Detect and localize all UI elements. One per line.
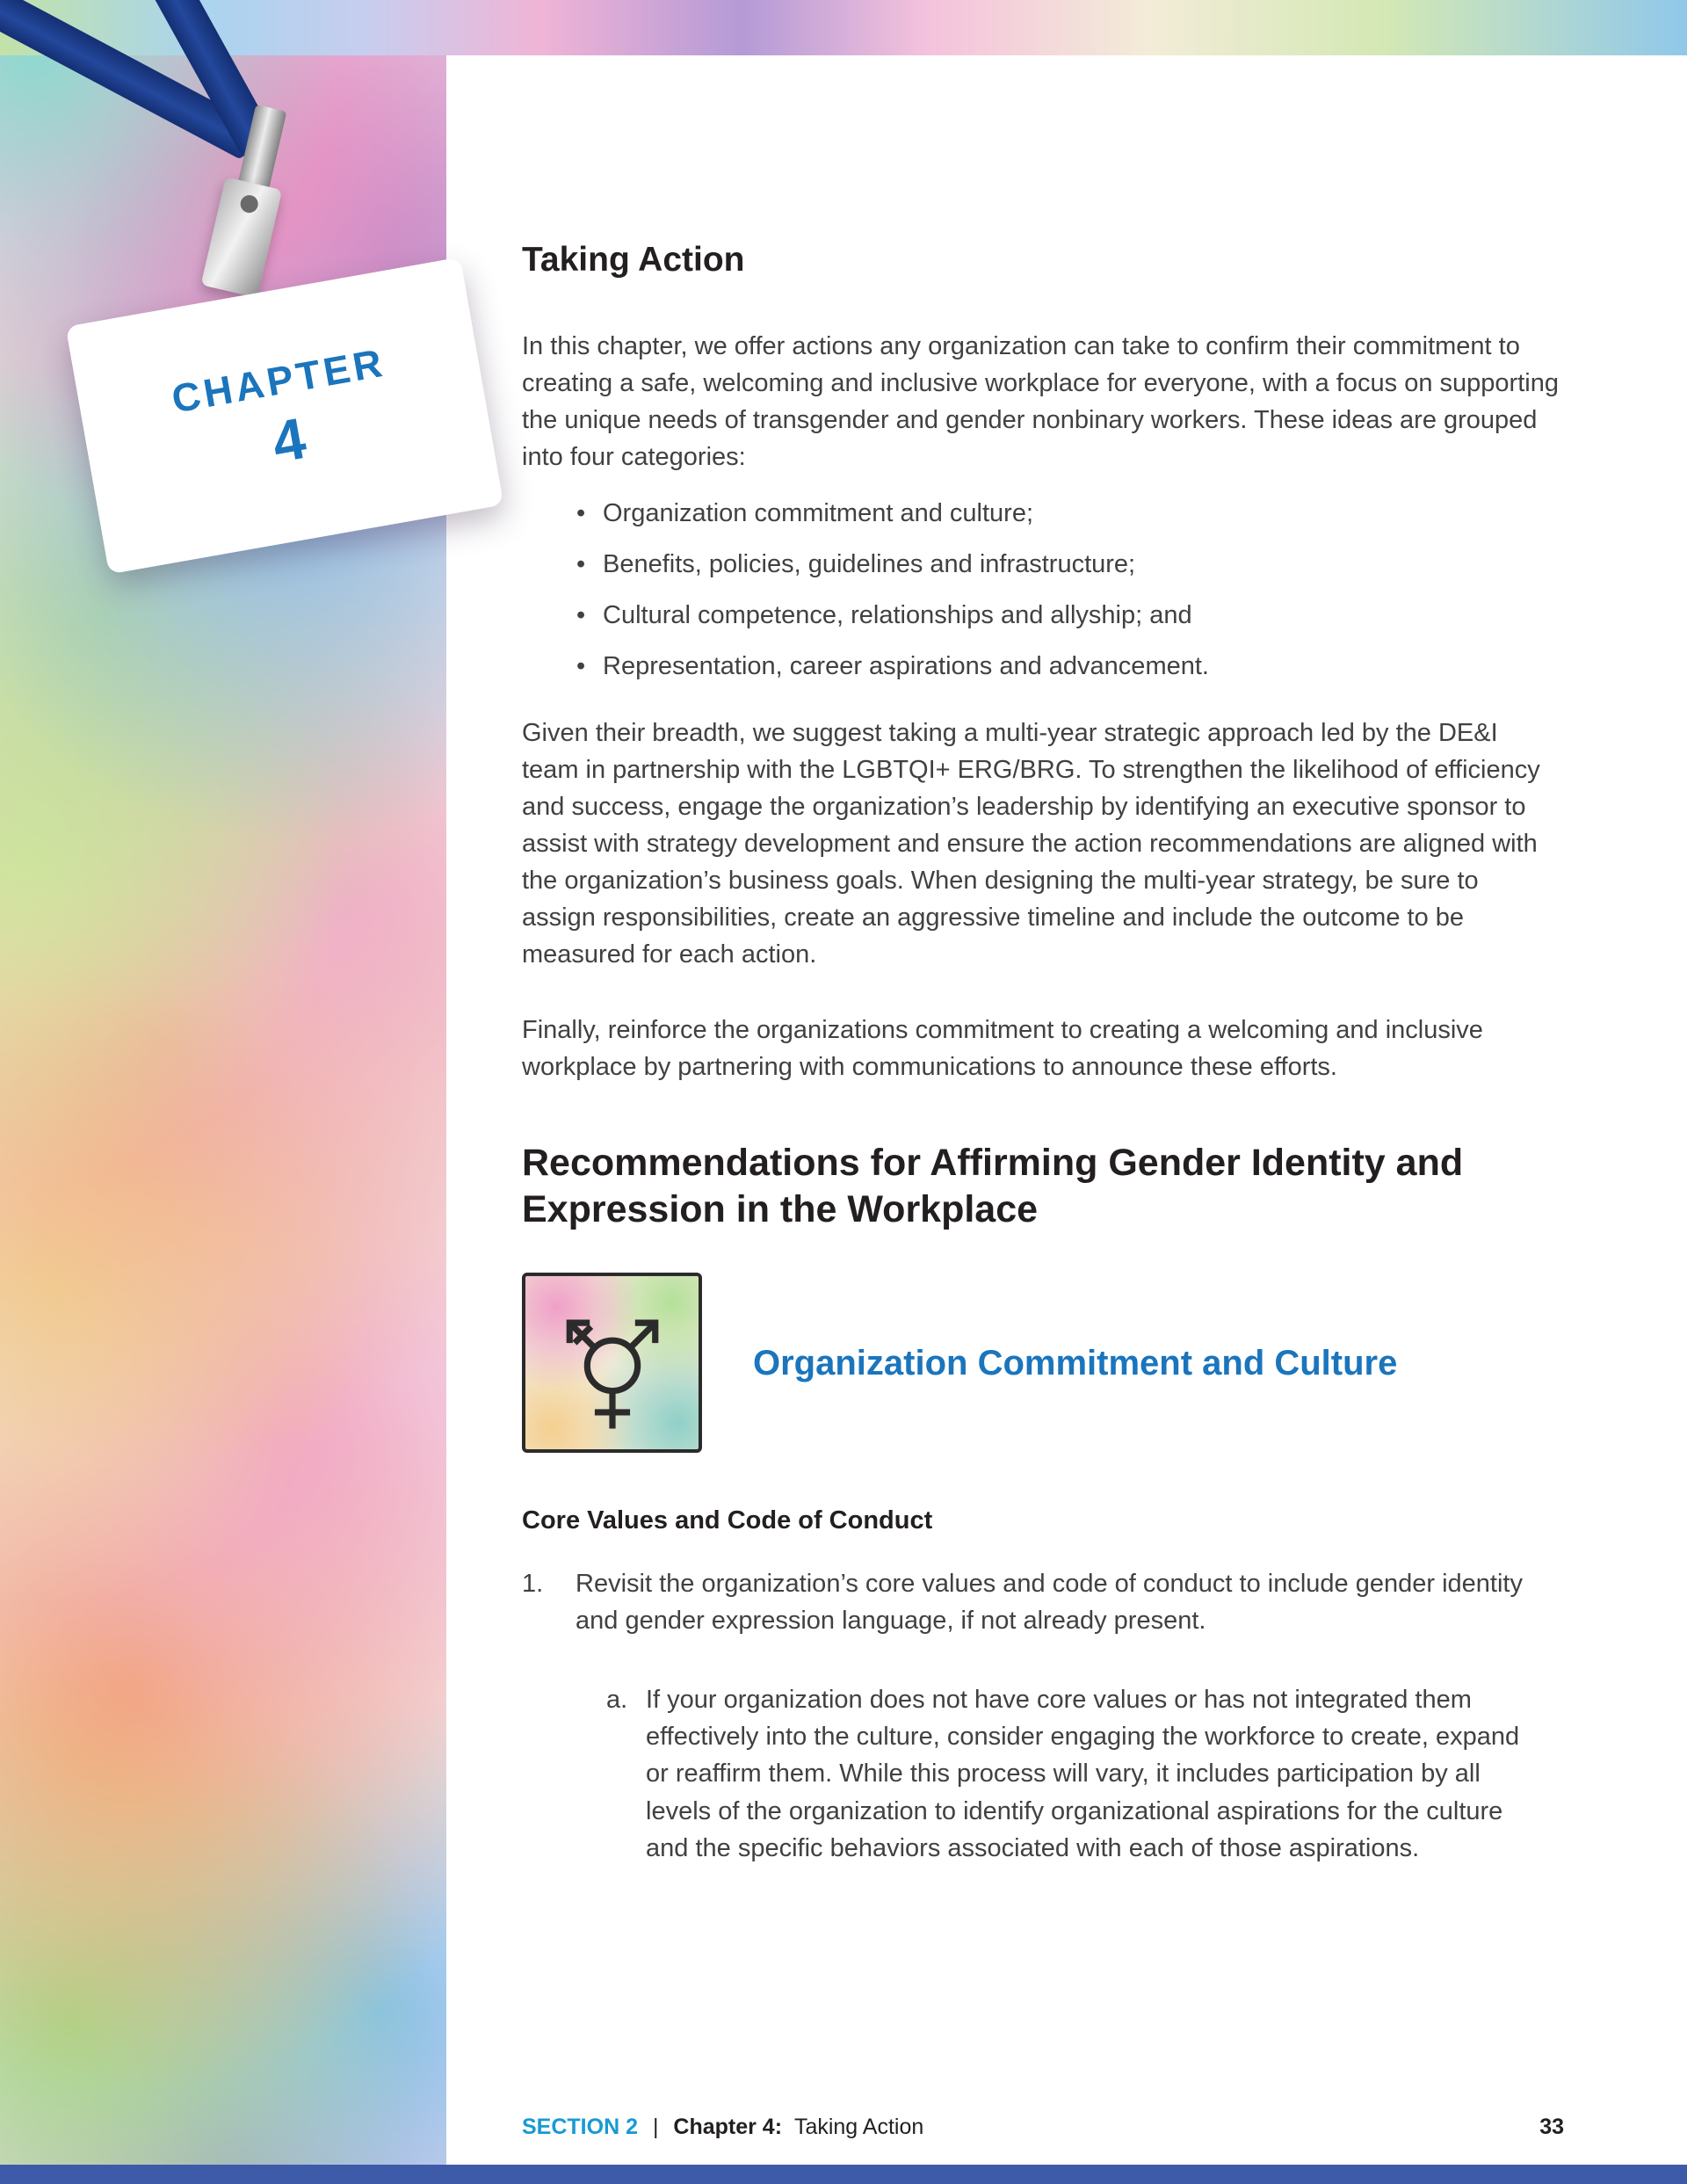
bullet-item: • Organization commitment and culture;	[576, 495, 1564, 532]
recommendations-heading: Recommendations for Affirming Gender Identity and Expression in the Workplace	[522, 1142, 1464, 1230]
badge-chapter-label: CHAPTER	[168, 339, 389, 422]
bullet-item: • Benefits, policies, guidelines and infrastructure;	[576, 546, 1564, 583]
bullet-item: • Representation, career aspirations and advancement.	[576, 648, 1564, 685]
category-heading: Organization Commitment and Culture	[753, 1343, 1398, 1382]
left-cover-art	[0, 0, 446, 2184]
item-number: 1.	[522, 1570, 544, 1599]
numbered-item-1	[522, 1565, 1559, 1639]
footer-divider: |	[652, 2115, 659, 2139]
footer-chapter-title: Taking Action	[793, 2115, 924, 2139]
category-bullet-list	[576, 495, 1564, 685]
core-values-subheading: Core Values and Code of Conduct	[522, 1506, 933, 1535]
transgender-symbol-icon	[522, 1273, 702, 1453]
page-title: Taking Action	[522, 241, 745, 279]
content-page	[446, 55, 1687, 2165]
intro-paragraph: In this chapter, we offer actions any organization can take to confirm their commitment to creating a safe, welcoming and inclusive workplace for everyone, with a focus on supporting the unique needs of transgender and gender nonbinary workers. These ideas are grouped into four categories:	[522, 331, 1559, 471]
strategy-paragraph: Given their breadth, we suggest taking a multi-year strategic approach led by the DE&I team in partnership with the LGBTQI+ ERG/BRG. To strengthen the likelihood of efficiency and success, engage the organization’s leadership by identifying an executive sponsor to assist with strategy development and ensure the action recommendations are aligned with the organization’s business goals. When designing the multi-year strategy, be sure to assign responsibilities, create an aggressive timeline and include the outcome to be measured for each action.	[522, 718, 1540, 969]
sub-item-a	[606, 1681, 1546, 1866]
badge-chapter-number: 4	[267, 404, 311, 475]
bullet-item: • Cultural competence, relationships and allyship; and	[576, 597, 1564, 634]
footer-left	[522, 2115, 923, 2140]
top-color-strip	[0, 0, 1687, 55]
page-footer	[522, 2115, 1564, 2140]
footer-section-label: SECTION 2	[522, 2115, 638, 2139]
footer-chapter-label: Chapter 4:	[673, 2115, 783, 2139]
sub-item-label: a.	[606, 1686, 628, 1715]
main-content	[446, 55, 1687, 1867]
item-text: Revisit the organization’s core values and code of conduct to include gender identity and gender expression language, if not already present.	[576, 1570, 1523, 1636]
sub-item-text: If your organization does not have core values or has not integrated them effectively into the culture, consider engaging the workforce to create, expand or reaffirm them. While this process will vary, it includes participation by all levels of the organization to identify organizational aspirations for the culture and the specific behaviors associated with each of those aspirations.	[646, 1686, 1520, 1862]
communications-paragraph: Finally, reinforce the organizations commitment to creating a welcoming and inclusive workplace by partnering with communications to announce these efforts.	[522, 1016, 1483, 1082]
bottom-color-bar	[0, 2165, 1687, 2184]
page-number: 33	[1539, 2115, 1564, 2139]
category-header-row	[522, 1273, 1564, 1453]
